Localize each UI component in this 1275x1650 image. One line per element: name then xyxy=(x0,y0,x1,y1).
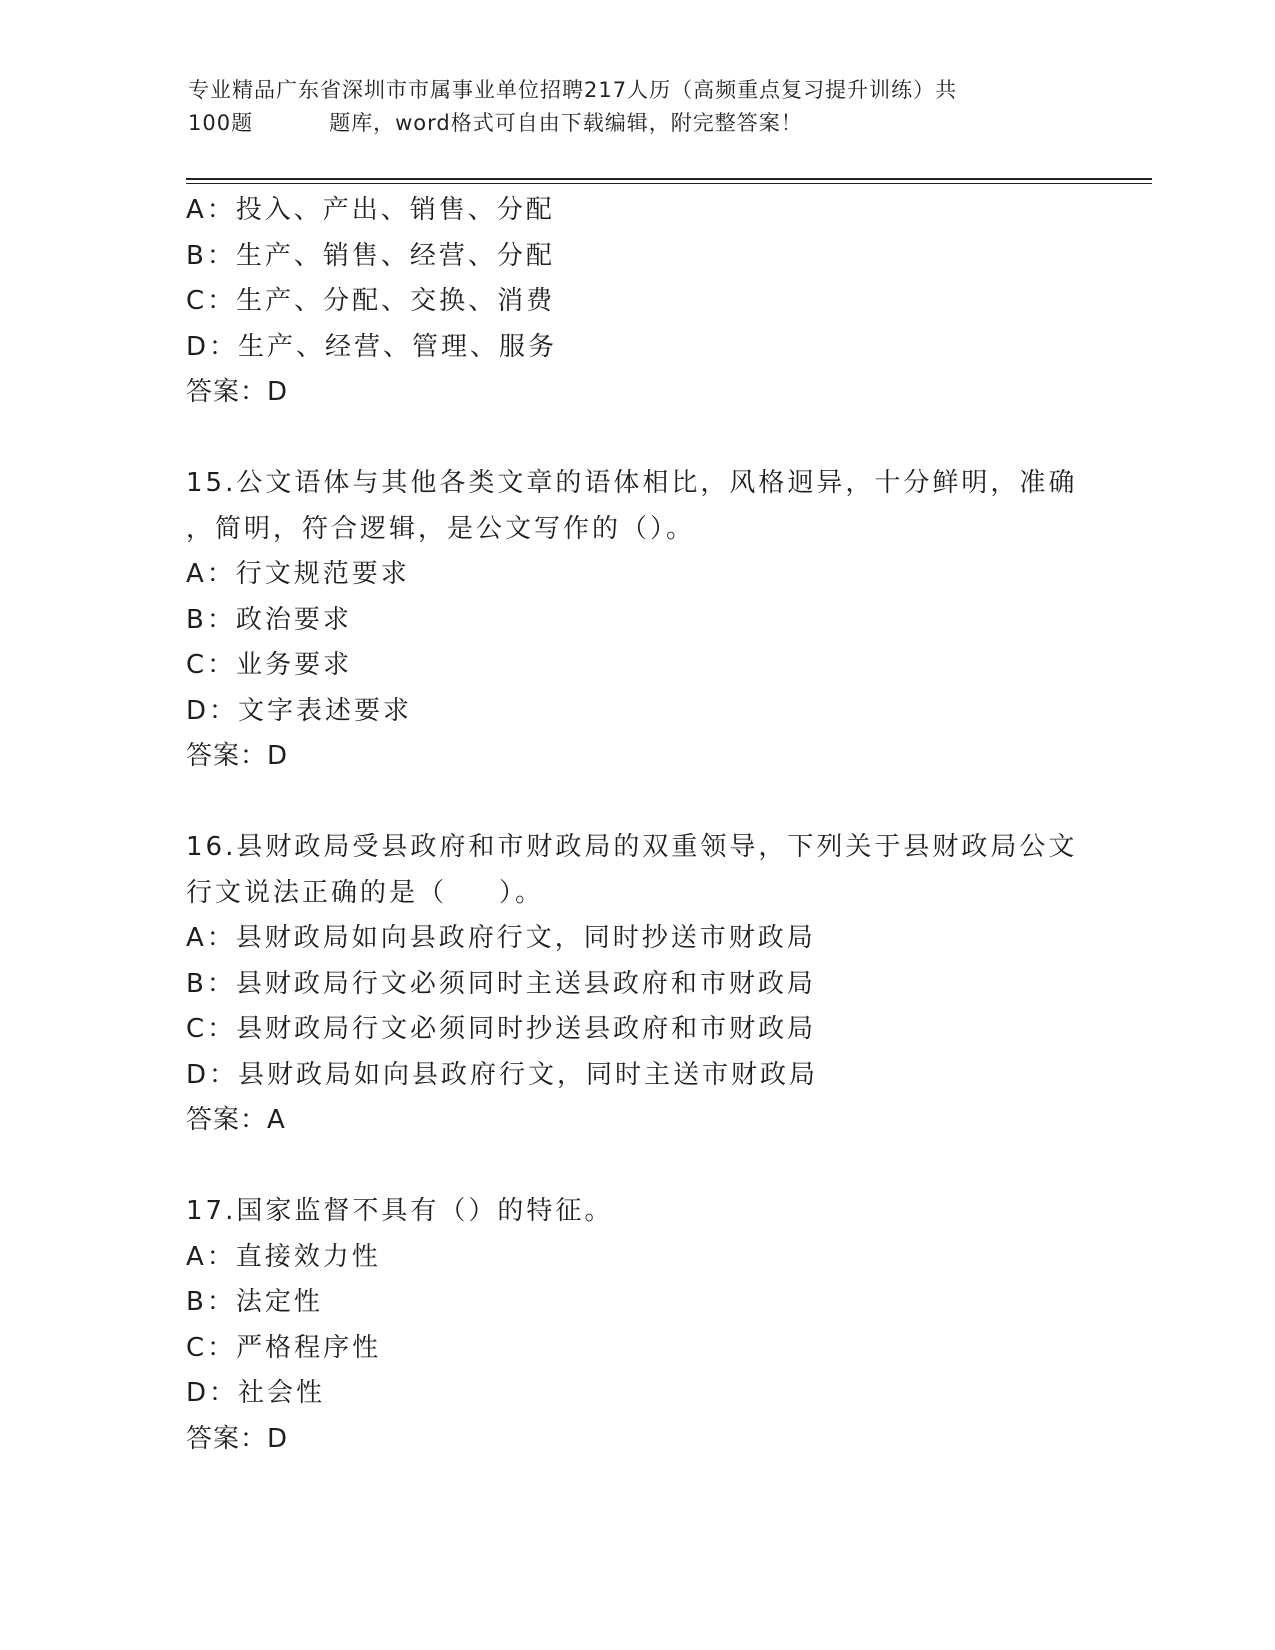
question-16 xyxy=(186,825,1086,1144)
header-count: 100题 xyxy=(188,111,254,135)
option-c: C：严格程序性 xyxy=(186,1332,382,1363)
question-stem-text: 行文说法正确的是（ xyxy=(186,877,448,908)
header-title-line-1: 专业精品广东省深圳市市属事业单位招聘217人历（高频重点复习提升训练）共 xyxy=(188,78,958,102)
question-list xyxy=(186,188,1086,1462)
answer-line: 答案：D xyxy=(186,741,289,771)
header-subtitle: 题库，word格式可自由下载编辑，附完整答案！ xyxy=(329,111,803,135)
question-spacer xyxy=(186,780,1086,826)
option-d: D：县财政局如向县政府行文，同时主送市财政局 xyxy=(186,1059,819,1090)
option-b: B：县财政局行文必须同时主送县政府和市财政局 xyxy=(186,968,816,999)
option-b: B：生产、销售、经营、分配 xyxy=(186,240,555,271)
option-b: B：政治要求 xyxy=(186,604,352,635)
document-header xyxy=(188,74,1068,140)
question-stem-line-2: ，简明，符合逻辑，是公文写作的（）。 xyxy=(186,513,696,544)
option-d: D：社会性 xyxy=(186,1378,326,1408)
option-a: A：县财政局如向县政府行文，同时抄送市财政局 xyxy=(186,923,816,953)
option-d: D：文字表述要求 xyxy=(186,695,413,726)
option-c: C：业务要求 xyxy=(186,650,353,680)
answer-line: 答案：A xyxy=(186,1105,286,1135)
question-stem-line-2 xyxy=(186,871,1086,917)
header-divider-thick xyxy=(186,178,1152,180)
question-15 xyxy=(186,461,1086,780)
header-title-line-2 xyxy=(188,107,1068,140)
option-c: C：县财政局行文必须同时抄送县政府和市财政局 xyxy=(186,1014,817,1044)
question-spacer xyxy=(186,416,1086,462)
option-c: C：生产、分配、交换、消费 xyxy=(186,286,556,316)
option-a: A：直接效力性 xyxy=(186,1241,381,1272)
answer-line: 答案：D xyxy=(186,1423,289,1454)
question-stem-line-1: 16.县财政局受县政府和市财政局的双重领导，下列关于县财政局公文 xyxy=(186,832,1078,862)
option-b: B：法定性 xyxy=(186,1287,323,1317)
option-a: A：行文规范要求 xyxy=(186,559,410,589)
question-stem-end: ）。 xyxy=(499,877,545,908)
answer-line: 答案：D xyxy=(186,377,289,407)
header-divider-thin xyxy=(186,183,1152,184)
question-14 xyxy=(186,188,1086,416)
question-stem-line-1: 15.公文语体与其他各类文章的语体相比，风格迥异，十分鲜明，准确 xyxy=(186,468,1078,498)
question-17 xyxy=(186,1189,1086,1462)
question-spacer xyxy=(186,1144,1086,1190)
option-a: A：投入、产出、销售、分配 xyxy=(186,195,555,225)
option-d: D：生产、经营、管理、服务 xyxy=(186,331,558,362)
question-stem-line-1: 17.国家监督不具有（）的特征。 xyxy=(186,1196,614,1226)
